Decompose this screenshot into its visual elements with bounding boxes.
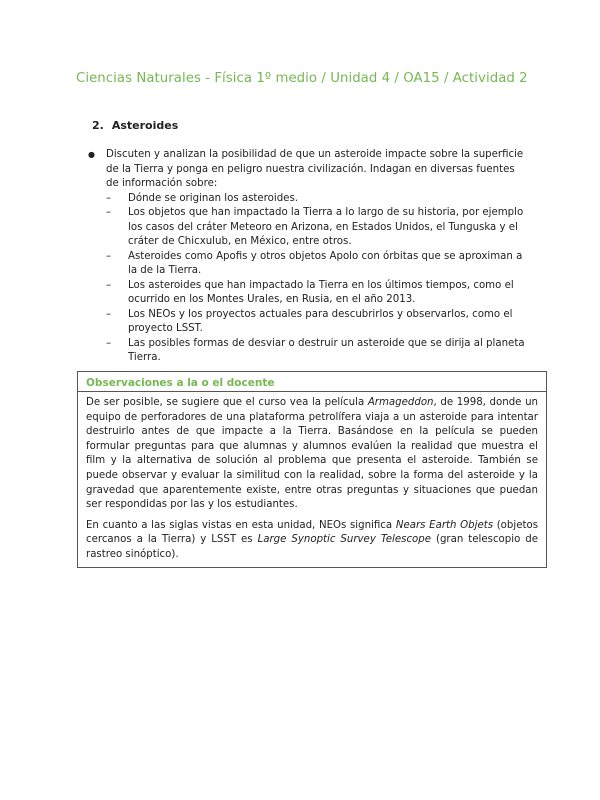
p2-text-b: (objetos cercanos a la Tierra) y LSST es bbox=[86, 519, 539, 546]
list-item-text: Las posibles formas de desviar o destruir un asteroide que se dirija al planeta Tierra. bbox=[128, 337, 525, 363]
dash-icon: – bbox=[106, 279, 112, 291]
page-header-breadcrumb: Ciencias Naturales - Física 1º medio / Unidad 4 / OA15 / Actividad 2 bbox=[76, 71, 528, 86]
p1-text-a: De ser posible, se sugiere que el curso vea la película bbox=[86, 397, 368, 408]
p1-text-b: , de 1998, donde un equipo de perforadores de una plataforma petrolífera viaja a un asteroide para intentar destruirlo antes de que impacte a la Tierra. Basándose en la película se pueden formular preguntas para que alumnas y alumnos evalúen la realidad que muestra el film y la alternativa de solución al problema que presenta el asteroide. También se puede observar y evaluar la similitud con la realidad, sobre la forma del asteroide y la gravedad que aparentemente existe, entre otras preguntas y situaciones que puedan ser respondidas por las y los estudiantes. bbox=[86, 397, 538, 511]
list-item-text: Los objetos que han impactado la Tierra a lo largo de su historia, por ejemplo los casos del cráter Meteoro en Arizona, en Estados Unidos, el Tunguska y el cráter de Chicxulub, en México, entre otros. bbox=[128, 207, 524, 247]
section-heading bbox=[92, 119, 178, 132]
list-item bbox=[106, 337, 528, 366]
section-title-text: Asteroides bbox=[111, 119, 179, 132]
dash-icon: – bbox=[106, 308, 112, 320]
list-item bbox=[106, 250, 528, 279]
observations-body bbox=[86, 396, 538, 569]
teacher-observations-box bbox=[77, 371, 547, 568]
dash-icon: – bbox=[106, 337, 112, 349]
list-item-text: Asteroides como Apofis y otros objetos Apolo con órbitas que se aproximan a la de la Tierra. bbox=[128, 250, 523, 276]
observations-title: Observaciones a la o el docente bbox=[86, 377, 275, 389]
section-number: 2. bbox=[92, 119, 104, 132]
list-item bbox=[106, 308, 528, 337]
list-item bbox=[106, 192, 528, 207]
list-item-text: Dónde se originan los asteroides. bbox=[128, 192, 298, 204]
list-item-text: Los asteroides que han impactado la Tierra en los últimos tiempos, como el ocurrido en los Montes Urales, en Rusia, en el año 2013. bbox=[128, 279, 514, 305]
dash-icon: – bbox=[106, 250, 112, 262]
observations-divider bbox=[78, 391, 546, 392]
dash-icon: – bbox=[106, 192, 112, 204]
bullet-dot-icon: ● bbox=[88, 150, 95, 159]
film-title: Armageddon bbox=[367, 397, 434, 408]
sub-item-list bbox=[88, 192, 528, 366]
list-item bbox=[106, 279, 528, 308]
lsst-term: Large Synoptic Survey Telescope bbox=[257, 534, 432, 546]
activity-bullet bbox=[88, 148, 528, 366]
list-item bbox=[106, 206, 528, 250]
list-item-text: Los NEOs y los proyectos actuales para descubrirlos y observarlos, como el proyecto LSST. bbox=[128, 308, 513, 334]
neo-term: Nears Earth Objets bbox=[395, 519, 494, 531]
p2-text-c: (gran telescopio de rastreo sinóptico). bbox=[86, 534, 539, 560]
dash-icon: – bbox=[106, 207, 112, 218]
observations-paragraph-2 bbox=[86, 519, 538, 563]
bullet-text: Discuten y analizan la posibilidad de que un asteroide impacte sobre la superficie de la Tierra y ponga en peligro nuestra civilización. Indagan en diversas fuentes de información sobre: bbox=[106, 149, 524, 189]
bullet-item bbox=[88, 148, 528, 192]
observations-paragraph-1 bbox=[86, 396, 538, 513]
p2-text-a: En cuanto a las siglas vistas en esta unidad, NEOs significa bbox=[86, 519, 396, 531]
